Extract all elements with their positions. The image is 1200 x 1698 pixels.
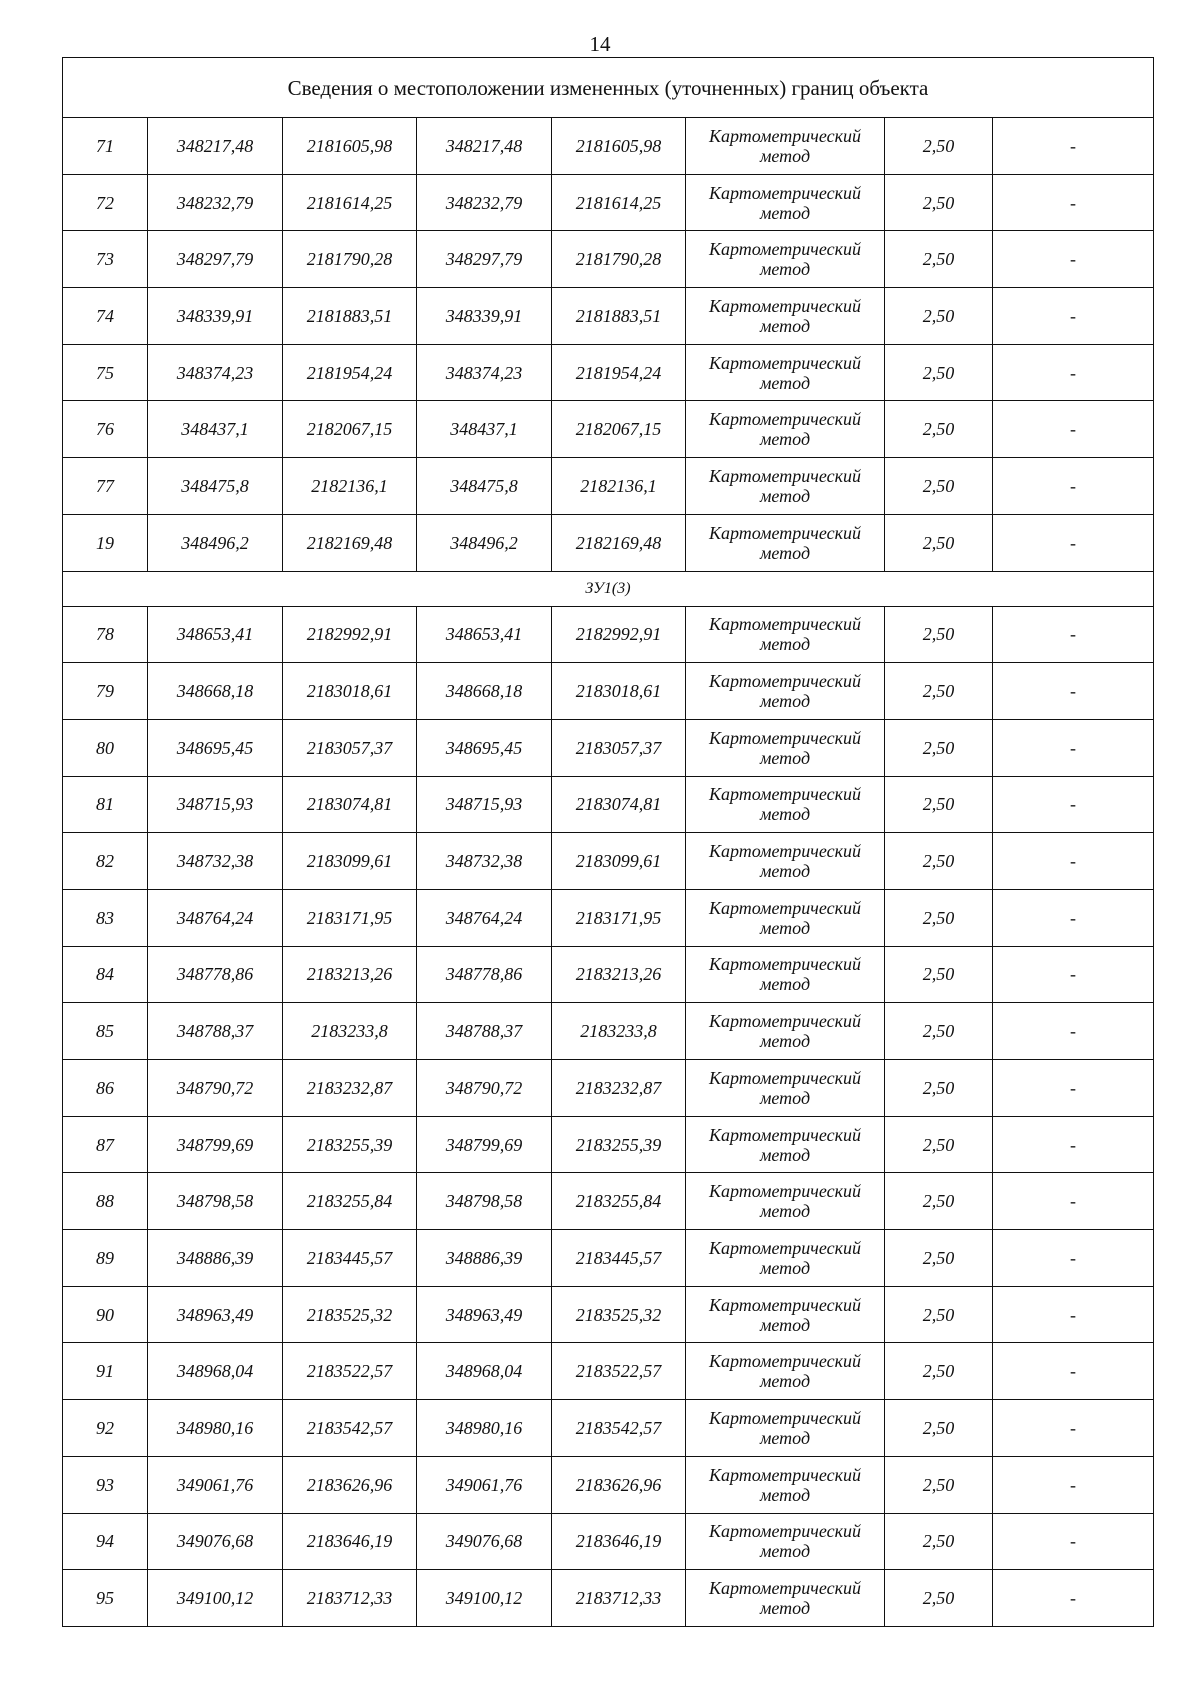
refined-x-cell: 348339,91 xyxy=(417,288,552,345)
point-number-cell: 19 xyxy=(63,514,148,571)
accuracy-cell: 2,50 xyxy=(885,458,993,515)
refined-y-cell: 2183232,87 xyxy=(552,1060,686,1117)
existing-y-cell: 2183646,19 xyxy=(283,1513,417,1570)
table-row xyxy=(63,514,1154,571)
refined-y-cell: 2183233,8 xyxy=(552,1003,686,1060)
method-cell: Картометрический метод xyxy=(686,1060,885,1117)
description-cell: - xyxy=(993,514,1154,571)
existing-x-cell: 348764,24 xyxy=(148,889,283,946)
refined-y-cell: 2181605,98 xyxy=(552,118,686,175)
accuracy-cell: 2,50 xyxy=(885,606,993,663)
method-cell: Картометрический метод xyxy=(686,889,885,946)
existing-x-cell: 348297,79 xyxy=(148,231,283,288)
table-row xyxy=(63,889,1154,946)
description-cell: - xyxy=(993,1400,1154,1457)
refined-y-cell: 2183171,95 xyxy=(552,889,686,946)
refined-x-cell: 349076,68 xyxy=(417,1513,552,1570)
existing-y-cell: 2183018,61 xyxy=(283,663,417,720)
refined-x-cell: 348790,72 xyxy=(417,1060,552,1117)
method-cell: Картометрический метод xyxy=(686,344,885,401)
method-cell: Картометрический метод xyxy=(686,1286,885,1343)
table-row xyxy=(63,1003,1154,1060)
existing-y-cell: 2183074,81 xyxy=(283,776,417,833)
description-cell: - xyxy=(993,719,1154,776)
accuracy-cell: 2,50 xyxy=(885,1570,993,1627)
description-cell: - xyxy=(993,776,1154,833)
refined-x-cell: 349100,12 xyxy=(417,1570,552,1627)
existing-y-cell: 2183171,95 xyxy=(283,889,417,946)
accuracy-cell: 2,50 xyxy=(885,1286,993,1343)
refined-x-cell: 348653,41 xyxy=(417,606,552,663)
accuracy-cell: 2,50 xyxy=(885,1400,993,1457)
refined-y-cell: 2183542,57 xyxy=(552,1400,686,1457)
table-row xyxy=(63,231,1154,288)
method-cell: Картометрический метод xyxy=(686,1116,885,1173)
existing-y-cell: 2182136,1 xyxy=(283,458,417,515)
existing-x-cell: 348496,2 xyxy=(148,514,283,571)
method-cell: Картометрический метод xyxy=(686,1456,885,1513)
accuracy-cell: 2,50 xyxy=(885,1230,993,1287)
refined-x-cell: 348437,1 xyxy=(417,401,552,458)
point-number-cell: 95 xyxy=(63,1570,148,1627)
accuracy-cell: 2,50 xyxy=(885,663,993,720)
refined-y-cell: 2183018,61 xyxy=(552,663,686,720)
description-cell: - xyxy=(993,606,1154,663)
table-row xyxy=(63,401,1154,458)
description-cell: - xyxy=(993,946,1154,1003)
existing-y-cell: 2183542,57 xyxy=(283,1400,417,1457)
existing-x-cell: 348232,79 xyxy=(148,174,283,231)
refined-x-cell: 348799,69 xyxy=(417,1116,552,1173)
method-cell: Картометрический метод xyxy=(686,1230,885,1287)
point-number-cell: 82 xyxy=(63,833,148,890)
method-cell: Картометрический метод xyxy=(686,458,885,515)
refined-x-cell: 348764,24 xyxy=(417,889,552,946)
existing-x-cell: 349076,68 xyxy=(148,1513,283,1570)
table-row xyxy=(63,946,1154,1003)
accuracy-cell: 2,50 xyxy=(885,514,993,571)
existing-y-cell: 2183232,87 xyxy=(283,1060,417,1117)
table-row xyxy=(63,1173,1154,1230)
description-cell: - xyxy=(993,1173,1154,1230)
table-row xyxy=(63,174,1154,231)
accuracy-cell: 2,50 xyxy=(885,1060,993,1117)
table-row xyxy=(63,1116,1154,1173)
table-row xyxy=(63,118,1154,175)
existing-y-cell: 2183626,96 xyxy=(283,1456,417,1513)
refined-x-cell: 348475,8 xyxy=(417,458,552,515)
point-number-cell: 93 xyxy=(63,1456,148,1513)
method-cell: Картометрический метод xyxy=(686,776,885,833)
accuracy-cell: 2,50 xyxy=(885,118,993,175)
point-number-cell: 84 xyxy=(63,946,148,1003)
refined-x-cell: 348496,2 xyxy=(417,514,552,571)
method-cell: Картометрический метод xyxy=(686,174,885,231)
point-number-cell: 88 xyxy=(63,1173,148,1230)
existing-x-cell: 348799,69 xyxy=(148,1116,283,1173)
section-label: ЗУ1(3) xyxy=(63,571,1154,606)
existing-y-cell: 2183255,84 xyxy=(283,1173,417,1230)
point-number-cell: 90 xyxy=(63,1286,148,1343)
accuracy-cell: 2,50 xyxy=(885,1343,993,1400)
refined-x-cell: 348963,49 xyxy=(417,1286,552,1343)
refined-x-cell: 348732,38 xyxy=(417,833,552,890)
point-number-cell: 77 xyxy=(63,458,148,515)
refined-y-cell: 2183522,57 xyxy=(552,1343,686,1400)
table-row xyxy=(63,344,1154,401)
existing-x-cell: 348788,37 xyxy=(148,1003,283,1060)
method-cell: Картометрический метод xyxy=(686,946,885,1003)
existing-x-cell: 348980,16 xyxy=(148,1400,283,1457)
point-number-cell: 83 xyxy=(63,889,148,946)
point-number-cell: 73 xyxy=(63,231,148,288)
existing-y-cell: 2181605,98 xyxy=(283,118,417,175)
existing-y-cell: 2181883,51 xyxy=(283,288,417,345)
table-title: Сведения о местоположении измененных (уточненных) границ объекта xyxy=(63,58,1154,118)
table-row xyxy=(63,1060,1154,1117)
refined-x-cell: 349061,76 xyxy=(417,1456,552,1513)
accuracy-cell: 2,50 xyxy=(885,1513,993,1570)
table-row xyxy=(63,663,1154,720)
existing-x-cell: 348374,23 xyxy=(148,344,283,401)
accuracy-cell: 2,50 xyxy=(885,1116,993,1173)
existing-y-cell: 2183099,61 xyxy=(283,833,417,890)
existing-x-cell: 348886,39 xyxy=(148,1230,283,1287)
point-number-cell: 94 xyxy=(63,1513,148,1570)
description-cell: - xyxy=(993,1116,1154,1173)
existing-y-cell: 2181954,24 xyxy=(283,344,417,401)
point-number-cell: 75 xyxy=(63,344,148,401)
existing-x-cell: 348217,48 xyxy=(148,118,283,175)
description-cell: - xyxy=(993,1513,1154,1570)
description-cell: - xyxy=(993,1060,1154,1117)
existing-y-cell: 2183525,32 xyxy=(283,1286,417,1343)
description-cell: - xyxy=(993,118,1154,175)
point-number-cell: 76 xyxy=(63,401,148,458)
refined-x-cell: 348715,93 xyxy=(417,776,552,833)
table-row xyxy=(63,288,1154,345)
accuracy-cell: 2,50 xyxy=(885,1456,993,1513)
description-cell: - xyxy=(993,833,1154,890)
existing-x-cell: 348968,04 xyxy=(148,1343,283,1400)
table-row xyxy=(63,833,1154,890)
refined-x-cell: 348374,23 xyxy=(417,344,552,401)
refined-x-cell: 348886,39 xyxy=(417,1230,552,1287)
accuracy-cell: 2,50 xyxy=(885,889,993,946)
existing-x-cell: 348695,45 xyxy=(148,719,283,776)
point-number-cell: 89 xyxy=(63,1230,148,1287)
refined-y-cell: 2183525,32 xyxy=(552,1286,686,1343)
table-title-row xyxy=(63,58,1154,118)
method-cell: Картометрический метод xyxy=(686,514,885,571)
refined-x-cell: 348217,48 xyxy=(417,118,552,175)
method-cell: Картометрический метод xyxy=(686,606,885,663)
refined-y-cell: 2183445,57 xyxy=(552,1230,686,1287)
refined-y-cell: 2183099,61 xyxy=(552,833,686,890)
existing-x-cell: 348798,58 xyxy=(148,1173,283,1230)
method-cell: Картометрический метод xyxy=(686,1173,885,1230)
description-cell: - xyxy=(993,1230,1154,1287)
refined-y-cell: 2183646,19 xyxy=(552,1513,686,1570)
refined-y-cell: 2183626,96 xyxy=(552,1456,686,1513)
description-cell: - xyxy=(993,889,1154,946)
existing-y-cell: 2183233,8 xyxy=(283,1003,417,1060)
point-number-cell: 80 xyxy=(63,719,148,776)
existing-y-cell: 2183255,39 xyxy=(283,1116,417,1173)
existing-y-cell: 2183057,37 xyxy=(283,719,417,776)
point-number-cell: 87 xyxy=(63,1116,148,1173)
existing-x-cell: 348963,49 xyxy=(148,1286,283,1343)
accuracy-cell: 2,50 xyxy=(885,1173,993,1230)
existing-x-cell: 348339,91 xyxy=(148,288,283,345)
accuracy-cell: 2,50 xyxy=(885,231,993,288)
existing-x-cell: 349100,12 xyxy=(148,1570,283,1627)
existing-x-cell: 348653,41 xyxy=(148,606,283,663)
existing-x-cell: 349061,76 xyxy=(148,1456,283,1513)
description-cell: - xyxy=(993,1003,1154,1060)
point-number-cell: 85 xyxy=(63,1003,148,1060)
refined-y-cell: 2182992,91 xyxy=(552,606,686,663)
refined-y-cell: 2183074,81 xyxy=(552,776,686,833)
existing-y-cell: 2183522,57 xyxy=(283,1343,417,1400)
accuracy-cell: 2,50 xyxy=(885,946,993,1003)
existing-y-cell: 2182169,48 xyxy=(283,514,417,571)
accuracy-cell: 2,50 xyxy=(885,401,993,458)
table-row xyxy=(63,1343,1154,1400)
refined-x-cell: 348695,45 xyxy=(417,719,552,776)
existing-x-cell: 348715,93 xyxy=(148,776,283,833)
point-number-cell: 92 xyxy=(63,1400,148,1457)
description-cell: - xyxy=(993,458,1154,515)
existing-y-cell: 2183445,57 xyxy=(283,1230,417,1287)
refined-x-cell: 348788,37 xyxy=(417,1003,552,1060)
accuracy-cell: 2,50 xyxy=(885,1003,993,1060)
accuracy-cell: 2,50 xyxy=(885,344,993,401)
refined-x-cell: 348980,16 xyxy=(417,1400,552,1457)
method-cell: Картометрический метод xyxy=(686,118,885,175)
section-row xyxy=(63,571,1154,606)
description-cell: - xyxy=(993,663,1154,720)
point-number-cell: 74 xyxy=(63,288,148,345)
method-cell: Картометрический метод xyxy=(686,401,885,458)
description-cell: - xyxy=(993,231,1154,288)
page-number: 14 xyxy=(589,32,611,56)
description-cell: - xyxy=(993,1456,1154,1513)
existing-x-cell: 348790,72 xyxy=(148,1060,283,1117)
refined-x-cell: 348798,58 xyxy=(417,1173,552,1230)
table-row xyxy=(63,458,1154,515)
table-row xyxy=(63,1456,1154,1513)
point-number-cell: 86 xyxy=(63,1060,148,1117)
point-number-cell: 72 xyxy=(63,174,148,231)
method-cell: Картометрический метод xyxy=(686,1513,885,1570)
existing-y-cell: 2182992,91 xyxy=(283,606,417,663)
table-row xyxy=(63,719,1154,776)
refined-y-cell: 2182169,48 xyxy=(552,514,686,571)
description-cell: - xyxy=(993,1343,1154,1400)
existing-y-cell: 2183213,26 xyxy=(283,946,417,1003)
refined-y-cell: 2183712,33 xyxy=(552,1570,686,1627)
point-number-cell: 78 xyxy=(63,606,148,663)
method-cell: Картометрический метод xyxy=(686,231,885,288)
refined-y-cell: 2183057,37 xyxy=(552,719,686,776)
accuracy-cell: 2,50 xyxy=(885,833,993,890)
refined-x-cell: 348668,18 xyxy=(417,663,552,720)
description-cell: - xyxy=(993,1286,1154,1343)
existing-x-cell: 348437,1 xyxy=(148,401,283,458)
refined-y-cell: 2182067,15 xyxy=(552,401,686,458)
method-cell: Картометрический метод xyxy=(686,1570,885,1627)
description-cell: - xyxy=(993,174,1154,231)
method-cell: Картометрический метод xyxy=(686,1343,885,1400)
point-number-cell: 79 xyxy=(63,663,148,720)
existing-x-cell: 348475,8 xyxy=(148,458,283,515)
point-number-cell: 91 xyxy=(63,1343,148,1400)
table-row xyxy=(63,1570,1154,1627)
description-cell: - xyxy=(993,344,1154,401)
refined-x-cell: 348297,79 xyxy=(417,231,552,288)
coordinates-table xyxy=(62,57,1154,1627)
accuracy-cell: 2,50 xyxy=(885,719,993,776)
table-row xyxy=(63,1400,1154,1457)
refined-y-cell: 2181614,25 xyxy=(552,174,686,231)
existing-y-cell: 2181790,28 xyxy=(283,231,417,288)
refined-y-cell: 2181790,28 xyxy=(552,231,686,288)
accuracy-cell: 2,50 xyxy=(885,776,993,833)
refined-y-cell: 2181883,51 xyxy=(552,288,686,345)
point-number-cell: 81 xyxy=(63,776,148,833)
description-cell: - xyxy=(993,288,1154,345)
description-cell: - xyxy=(993,1570,1154,1627)
table-row xyxy=(63,606,1154,663)
method-cell: Картометрический метод xyxy=(686,288,885,345)
existing-y-cell: 2183712,33 xyxy=(283,1570,417,1627)
table-body xyxy=(63,58,1154,1627)
refined-y-cell: 2183255,84 xyxy=(552,1173,686,1230)
refined-x-cell: 348232,79 xyxy=(417,174,552,231)
table-row xyxy=(63,1513,1154,1570)
existing-x-cell: 348668,18 xyxy=(148,663,283,720)
refined-y-cell: 2181954,24 xyxy=(552,344,686,401)
method-cell: Картометрический метод xyxy=(686,1003,885,1060)
refined-y-cell: 2183213,26 xyxy=(552,946,686,1003)
table-row xyxy=(63,776,1154,833)
method-cell: Картометрический метод xyxy=(686,833,885,890)
existing-y-cell: 2181614,25 xyxy=(283,174,417,231)
existing-x-cell: 348732,38 xyxy=(148,833,283,890)
refined-x-cell: 348778,86 xyxy=(417,946,552,1003)
accuracy-cell: 2,50 xyxy=(885,174,993,231)
method-cell: Картометрический метод xyxy=(686,1400,885,1457)
refined-y-cell: 2183255,39 xyxy=(552,1116,686,1173)
method-cell: Картометрический метод xyxy=(686,719,885,776)
table-row xyxy=(63,1230,1154,1287)
description-cell: - xyxy=(993,401,1154,458)
method-cell: Картометрический метод xyxy=(686,663,885,720)
point-number-cell: 71 xyxy=(63,118,148,175)
refined-y-cell: 2182136,1 xyxy=(552,458,686,515)
existing-x-cell: 348778,86 xyxy=(148,946,283,1003)
accuracy-cell: 2,50 xyxy=(885,288,993,345)
table-row xyxy=(63,1286,1154,1343)
refined-x-cell: 348968,04 xyxy=(417,1343,552,1400)
existing-y-cell: 2182067,15 xyxy=(283,401,417,458)
